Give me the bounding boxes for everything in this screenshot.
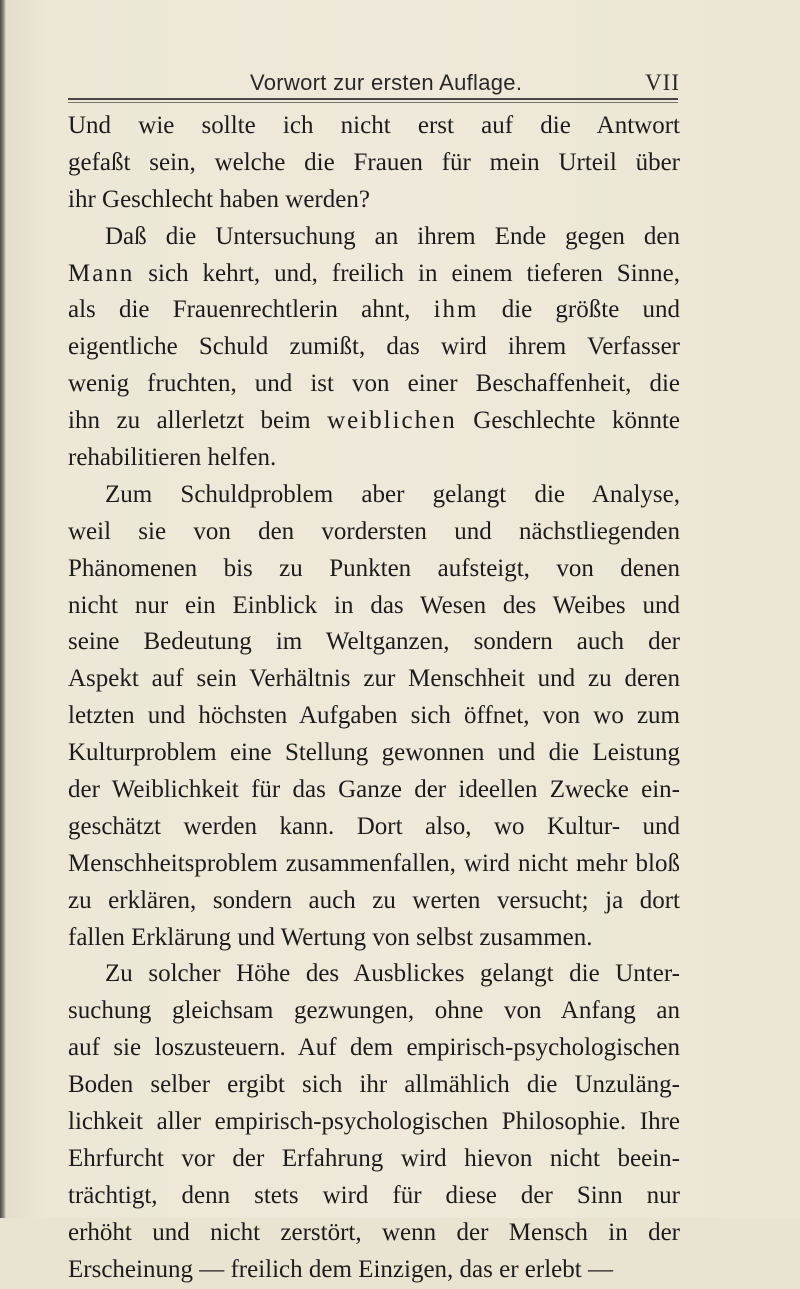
text-line: [68, 1178, 680, 1215]
text-segment: auf sie loszusteuern. Auf dem empirisch-psychologischen: [68, 1034, 680, 1062]
emphasized-word: Mann: [68, 259, 135, 287]
text-line: [68, 1141, 680, 1178]
text-segment: Zu solcher Höhe des Ausblickes gelangt die Unter-: [105, 960, 680, 988]
text-line: [68, 993, 680, 1030]
text-line: [68, 1030, 680, 1067]
page-number: VII: [645, 70, 680, 95]
text-segment: letzten und höchsten Aufgaben sich öffnet, von wo zum: [68, 702, 680, 730]
text-line: [68, 588, 680, 625]
text-segment: der Weiblichkeit für das Ganze der ideellen Zwecke ein-: [68, 776, 680, 804]
text-segment: suchung gleichsam gezwungen, ohne von Anfang an: [68, 997, 680, 1025]
text-line: [68, 624, 680, 661]
text-line: [68, 182, 680, 219]
text-segment: eigentliche Schuld zumißt, das wird ihrem Verfasser: [68, 333, 680, 361]
text-line: [68, 661, 680, 698]
text-segment: gefaßt sein, welche die Frauen für mein Urteil über: [68, 148, 680, 176]
text-line: [68, 219, 680, 256]
text-line: [68, 698, 680, 735]
text-segment: wenig fruchten, und ist von einer Beschaffenheit, die: [68, 370, 680, 398]
text-segment: Geschlechte könnte: [456, 407, 680, 435]
text-segment: Menschheitsproblem zusammenfallen, wird nicht mehr bloß: [68, 849, 680, 877]
text-line: [68, 920, 680, 957]
header-rule-thin: [68, 102, 678, 103]
text-line: [68, 403, 680, 440]
paragraph: [68, 108, 680, 219]
text-line: [68, 551, 680, 588]
text-segment: seine Bedeutung im Weltganzen, sondern auch der: [68, 628, 680, 656]
text-segment: fallen Erklärung und Wertung von selbst zusammen.: [68, 923, 593, 951]
text-segment: als die Frauenrechtlerin ahnt,: [68, 296, 434, 324]
paragraph: [68, 219, 680, 477]
text-segment: weil sie von den vordersten und nächstliegenden: [68, 517, 680, 545]
text-segment: ihr Geschlecht haben werden?: [68, 185, 370, 213]
emphasized-word: weiblichen: [327, 407, 457, 435]
paragraph: [68, 477, 680, 957]
text-segment: geschätzt werden kann. Dort also, wo Kultur- und: [68, 812, 680, 840]
text-line: [68, 772, 680, 809]
text-line: [68, 477, 680, 514]
text-line: [68, 145, 680, 182]
text-segment: Kulturproblem eine Stellung gewonnen und die Leistung: [68, 739, 680, 767]
text-segment: Phänomenen bis zu Punkten aufsteigt, von denen: [68, 554, 680, 582]
text-segment: Und wie sollte ich nicht erst auf die Antwort: [68, 112, 680, 139]
text-line: [68, 1252, 680, 1289]
text-segment: trächtigt, denn stets wird für diese der Sinn nur: [68, 1181, 680, 1209]
text-segment: erhöht und nicht zerstört, wenn der Mensch in der: [68, 1218, 680, 1246]
text-segment: rehabilitieren helfen.: [68, 444, 277, 472]
paragraph: [68, 956, 680, 1288]
text-line: [68, 1104, 680, 1141]
text-line: [68, 883, 680, 920]
header-rule: [68, 98, 678, 100]
text-segment: Erscheinung — freilich dem Einzigen, das er erlebt —: [68, 1255, 613, 1283]
text-line: [68, 292, 680, 329]
text-segment: Zum Schuldproblem aber gelangt die Analyse,: [105, 480, 680, 508]
running-header: [120, 70, 680, 100]
text-line: [68, 1215, 680, 1252]
emphasized-word: ihm: [433, 296, 479, 324]
text-segment: sich kehrt, und, freilich in einem tieferen Sinne,: [134, 259, 680, 287]
text-line: [68, 809, 680, 846]
body-text: [68, 108, 680, 1289]
text-line: [68, 329, 680, 366]
text-segment: lichkeit aller empirisch-psychologischen Philosophie. Ihre: [68, 1108, 680, 1136]
text-line: [68, 846, 680, 883]
text-line: [68, 440, 680, 477]
text-line: [68, 366, 680, 403]
text-line: [68, 108, 680, 145]
text-line: [68, 256, 680, 293]
text-segment: zu erklären, sondern auch zu werten versucht; ja dort: [68, 886, 680, 914]
running-header-title: Vorwort zur ersten Auflage.: [250, 70, 523, 95]
text-segment: Boden selber ergibt sich ihr allmählich die Unzuläng-: [68, 1071, 680, 1099]
text-segment: die größte und: [478, 296, 680, 324]
text-line: [68, 956, 680, 993]
text-line: [68, 514, 680, 551]
page-binding-edge: [0, 0, 6, 1218]
text-segment: Aspekt auf sein Verhältnis zur Menschheit und zu deren: [68, 665, 680, 693]
text-line: [68, 1067, 680, 1104]
text-segment: ihn zu allerletzt beim: [68, 407, 328, 435]
text-segment: nicht nur ein Einblick in das Wesen des Weibes und: [68, 591, 680, 619]
text-segment: Ehrfurcht vor der Erfahrung wird hievon nicht beein-: [68, 1144, 680, 1172]
text-line: [68, 735, 680, 772]
text-segment: Daß die Untersuchung an ihrem Ende gegen den: [105, 222, 680, 250]
